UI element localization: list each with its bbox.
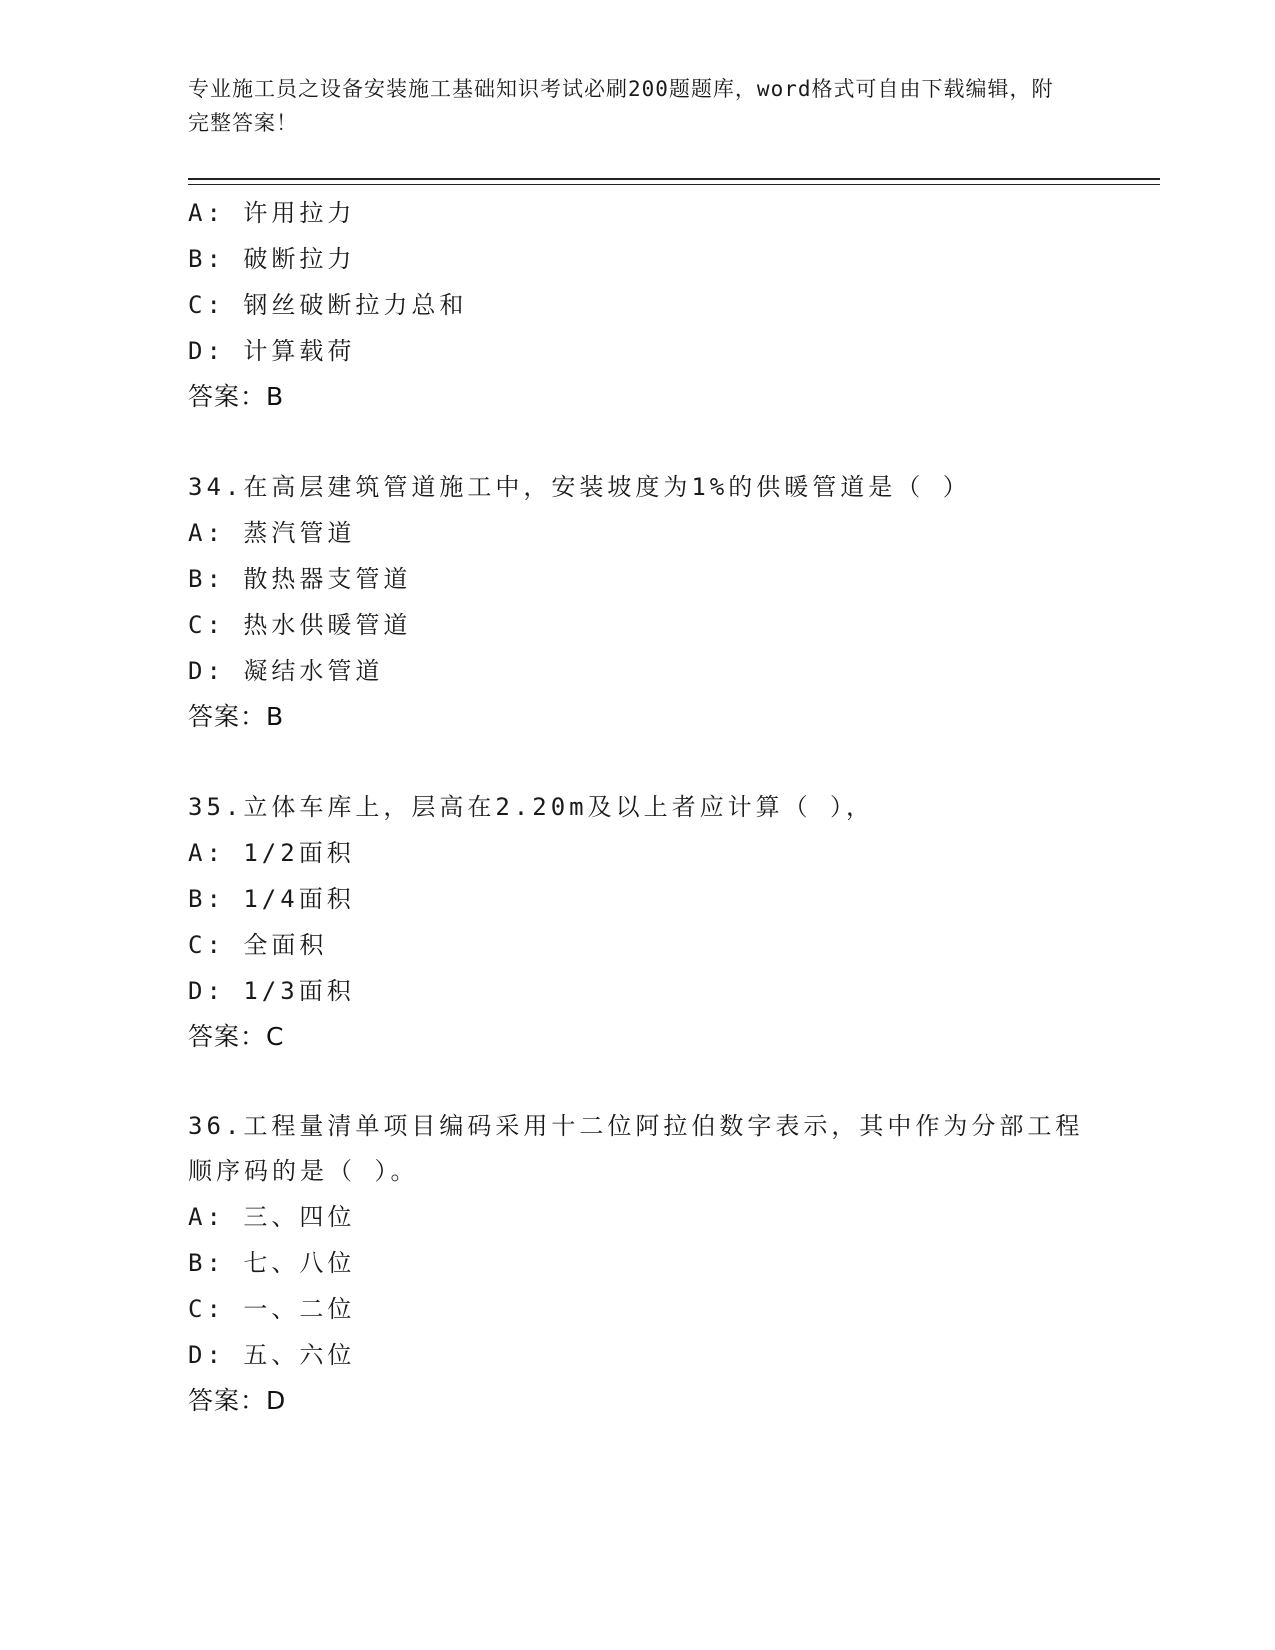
spacer: [188, 1060, 1088, 1104]
option-d: D: 五、六位: [188, 1341, 356, 1369]
option-c: C: 热水供暖管道: [188, 611, 412, 639]
header-divider-thin: [188, 184, 1160, 185]
option-c: C: 一、二位: [188, 1295, 356, 1323]
spacer: [188, 740, 1088, 784]
option-a: A: 许用拉力: [188, 199, 356, 227]
option-b: B: 1/4面积: [188, 885, 355, 913]
option-b: B: 七、八位: [188, 1249, 356, 1277]
spacer: [188, 420, 1088, 464]
option-d: D: 凝结水管道: [188, 657, 384, 685]
document-header-title: 专业施工员之设备安装施工基础知识考试必刷200题题库，word格式可自由下载编辑，附完整答案！: [188, 77, 1054, 135]
answer-label: 答案：B: [188, 702, 285, 731]
option-a: A: 1/2面积: [188, 839, 355, 867]
option-d: D: 计算载荷: [188, 337, 356, 365]
option-b: B: 散热器支管道: [188, 565, 412, 593]
option-c: C: 全面积: [188, 931, 328, 959]
question-list: [188, 190, 1088, 1424]
answer-label: 答案：B: [188, 382, 285, 411]
answer-label: 答案：D: [188, 1386, 287, 1415]
question-stem: 36.工程量清单项目编码采用十二位阿拉伯数字表示，其中作为分部工程顺序码的是（ ）。: [188, 1112, 1084, 1185]
question-stem: 34.在高层建筑管道施工中，安装坡度为1%的供暖管道是（ ）: [188, 473, 971, 501]
option-a: A: 蒸汽管道: [188, 519, 356, 547]
question-35: [188, 784, 1088, 1060]
option-d: D: 1/3面积: [188, 977, 355, 1005]
question-36: [188, 1104, 1088, 1424]
header-divider-thick: [188, 178, 1160, 180]
question-stem: 35.立体车库上，层高在2.20m及以上者应计算（ ），: [188, 793, 875, 821]
question-33-tail: [188, 190, 1088, 420]
answer-label: 答案：C: [188, 1022, 285, 1051]
option-b: B: 破断拉力: [188, 245, 356, 273]
question-34: [188, 464, 1088, 740]
option-a: A: 三、四位: [188, 1203, 356, 1231]
option-c: C: 钢丝破断拉力总和: [188, 291, 468, 319]
